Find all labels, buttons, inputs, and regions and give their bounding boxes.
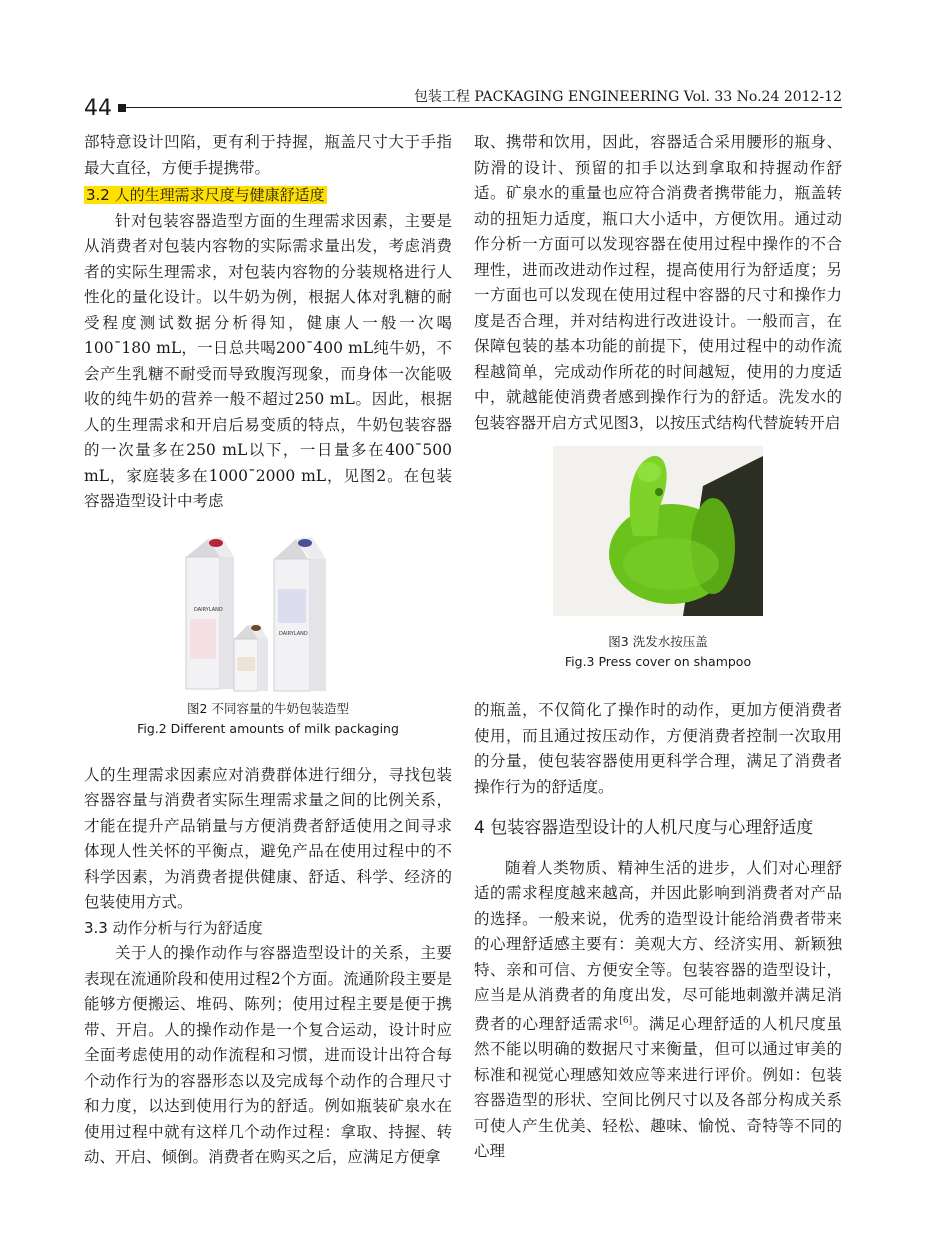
figure-3-caption-zh: 图3 洗发水按压盖	[608, 634, 708, 649]
shampoo-press-cap-image	[553, 446, 763, 616]
paragraph: 人的生理需求因素应对消费群体进行细分，寻找包装容器容量与消费者实际生理需求量之间的比例关系，才能在提升产品销量与方便消费者舒适使用之间寻求体现人性关怀的平衡点，避免产品在使用过程中的不科学因素，为消费者提供健康、舒适、科学、经济的包装使用方式。	[84, 765, 452, 911]
right-column	[474, 130, 842, 1165]
carton-brand-label: DAIRYLAND	[194, 606, 223, 613]
left-column	[84, 130, 452, 1171]
section-heading-3-3: 3.3 动作分析与行为舒适度	[84, 918, 263, 937]
section-heading-3-2: 3.2 人的生理需求尺度与健康舒适度	[86, 186, 325, 204]
header-rule	[126, 107, 842, 108]
figure-3-caption-en: Fig.3 Press cover on shampoo	[564, 654, 752, 669]
page-number: 44	[84, 96, 112, 121]
figure-3	[474, 446, 842, 672]
running-head: 包装工程 PACKAGING ENGINEERING Vol. 33 No.24 2012-12	[413, 89, 842, 105]
milk-cartons-image	[168, 529, 368, 699]
paragraph: 部特意设计凹陷，更有利于持握，瓶盖尺寸大于手指最大直径，方便手提携带。	[84, 133, 452, 177]
citation-ref: [6]	[619, 1015, 633, 1026]
paragraph: 针对包装容器造型方面的生理需求因素，主要是从消费者对包装内容物的实际需求量出发，考虑消费者的实际生理需求，对包装内容物的分装规格进行人性化的量化设计。以牛奶为例，根据人体对乳糖的耐受程度测试数据分析得知，健康人一般一次喝100¯180 mL，一日总共喝200¯400 mL纯牛奶，不会产生乳糖不耐受而导致腹泻现象，而身体一次能吸收的纯牛奶的营养一般不超过250 mL。因此，根据人的生理需求和开启后易变质的特点，牛奶包装容器的一次量多在250 mL以下，一日量多在400¯500 mL，家庭装多在1000¯2000 mL，见图2。在包装容器造型设计中考虑	[84, 211, 452, 510]
carton-brand-label: DAIRYLAND	[279, 630, 308, 637]
paragraph	[474, 856, 842, 1165]
figure-2-caption-zh: 图2 不同容量的牛奶包装造型	[187, 700, 349, 716]
paragraph-text: 。满足心理舒适的人机尺度虽然不能以明确的数据尺寸来衡量，但可以通过审美的标准和视觉心理感知效应等来进行评价。例如：包装容器造型的形状、空间比例尺寸以及各部分构成关系可使人产生优美、轻松、趣味、愉悦、奇特等不同的心理	[474, 1014, 842, 1161]
paragraph-text: 随着人类物质、精神生活的进步，人们对心理舒适的需求程度越来越高，并因此影响到消费者对产品的选择。一般来说，优秀的造型设计能给消费者带来的心理舒适感主要有：美观大方、经济实用、新颖独特、亲和可信、方便安全等。包装容器的造型设计，应当是从消费者的角度出发，尽可能地刺激并满足消费者的心理舒适需求	[474, 858, 842, 1033]
paragraph: 的瓶盖，不仅简化了操作时的动作，更加方便消费者使用，而且通过按压动作，方便消费者控制一次取用的分量，使包装容器使用更科学合理，满足了消费者操作行为的舒适度。	[474, 701, 842, 796]
figure-2	[84, 529, 452, 739]
paragraph: 取、携带和饮用，因此，容器适合采用腰形的瓶身、防滑的设计、预留的扣手以达到拿取和持握动作舒适。矿泉水的重量也应符合消费者携带能力，瓶盖转动的扭矩力适度，瓶口大小适中，方便饮用。通过动作分析一方面可以发现容器在使用过程中操作的不合理性，进而改进动作过程，提高使用行为舒适度；另一方面也可以发现在使用过程中容器的尺寸和操作力度是否合理，并对结构进行改进设计。一般而言，在保障包装的基本功能的前提下，使用过程中的动作流程越简单，完成动作所花的时间越短，使用的力度适中，就越能使消费者感到操作行为的舒适。洗发水的包装容器开启方式见图3，以按压式结构代替旋转开启	[474, 133, 842, 432]
paragraph: 关于人的操作动作与容器造型设计的关系，主要表现在流通阶段和使用过程2个方面。流通阶段主要是能够方便搬运、堆码、陈列；使用过程主要是便于携带、开启。人的操作动作是一个复合运动，设计时应全面考虑使用的动作流程和习惯，进而设计出符合每个动作行为的容器形态以及完成每个动作的合理尺寸和力度，以达到使用行为的舒适。例如瓶装矿泉水在使用过程中就有这样几个动作过程：拿取、持握、转动、开启、倾倒。消费者在购买之后，应满足方便拿	[84, 944, 452, 1166]
section-heading-4: 4 包装容器造型设计的人机尺度与心理舒适度	[474, 818, 814, 838]
header-rule-marker	[118, 104, 126, 112]
figure-2-caption-en: Fig.2 Different amounts of milk packaging	[137, 720, 399, 736]
